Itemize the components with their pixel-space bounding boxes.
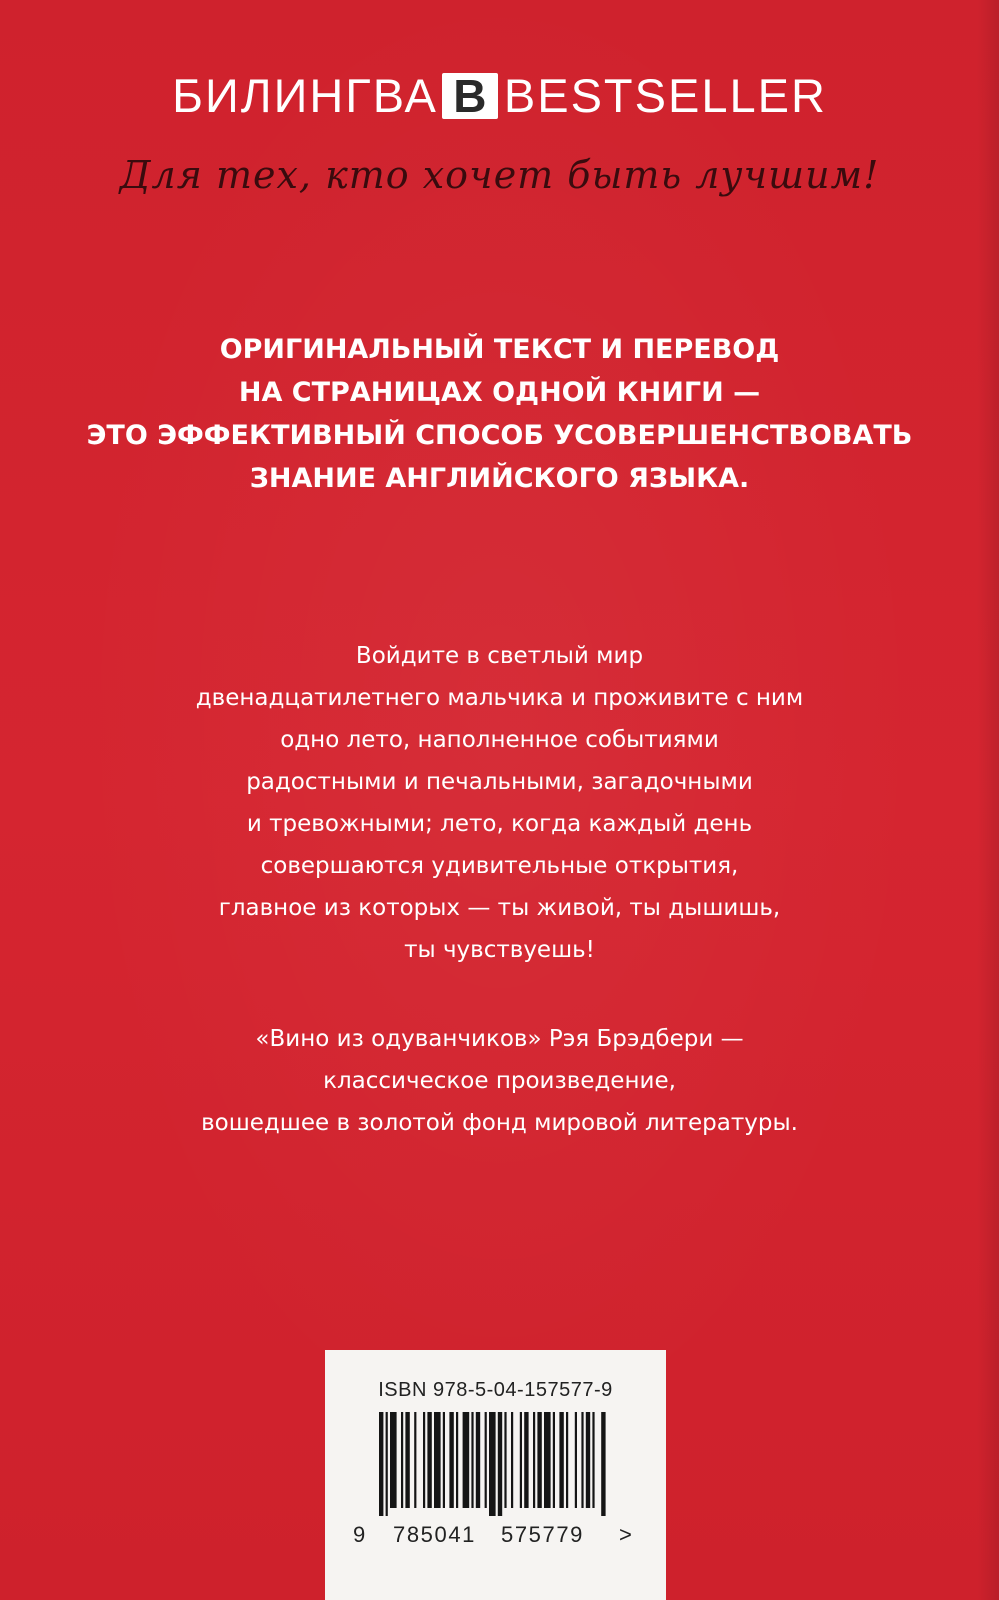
barcode-digits-left: 785041 <box>393 1522 477 1547</box>
series-tagline: Для тех, кто хочет быть лучшим! <box>119 153 880 197</box>
headline <box>40 328 959 500</box>
description-line: ты чувствуешь! <box>404 937 595 963</box>
barcode-bar <box>456 1412 458 1508</box>
barcode-bar <box>423 1412 425 1508</box>
classic-note-line: «Вино из одуванчиков» Рэя Брэдбери — <box>255 1026 744 1052</box>
barcode-digits-right: 575779 <box>501 1522 585 1547</box>
barcode-bar <box>390 1412 397 1508</box>
description-line: одно лето, наполненное событиями <box>280 727 719 753</box>
barcode-bar <box>379 1412 383 1516</box>
barcode-bar <box>401 1412 403 1508</box>
isbn-label: ISBN 978-5-04-157577-9 <box>378 1379 613 1401</box>
barcode-bar <box>533 1412 535 1508</box>
classic-note-line: классическое произведение, <box>323 1068 676 1094</box>
barcode-bar <box>544 1412 551 1508</box>
barcode-image <box>379 1412 611 1516</box>
classic-note-paragraph <box>40 1018 959 1144</box>
brand-logo-box: B <box>442 73 498 119</box>
brand-bestseller: BESTSELLER <box>503 68 827 122</box>
barcode-bar <box>520 1412 522 1508</box>
barcode-bar <box>537 1412 541 1508</box>
headline-line: ЗНАНИЕ АНГЛИЙСКОГО ЯЗЫКА. <box>249 463 750 494</box>
barcode-bar <box>443 1412 445 1508</box>
description-line: главное из которых — ты живой, ты дышишь, <box>218 895 781 921</box>
barcode-bar <box>553 1412 555 1508</box>
barcode-bar <box>476 1412 480 1508</box>
barcode-digits <box>353 1520 653 1550</box>
brand-bilingva: БИЛИНГВА <box>172 68 438 122</box>
description-line: совершаются удивительные открытия, <box>260 853 739 879</box>
barcode-bar <box>449 1412 453 1508</box>
barcode-bar <box>414 1412 416 1508</box>
barcode-bar <box>559 1412 563 1508</box>
series-brand <box>0 62 999 126</box>
description-line: двенадцатилетнего мальчика и проживите с ним <box>195 685 804 711</box>
description-line: радостными и печальными, загадочными <box>246 769 753 795</box>
barcode-bar <box>386 1412 388 1516</box>
headline-line: ЭТО ЭФФЕКТИВНЫЙ СПОСОБ УСОВЕРШЕНСТВОВАТЬ <box>86 420 913 451</box>
barcode-bar <box>601 1412 605 1516</box>
classic-note-line: вошедшее в золотой фонд мировой литературы. <box>201 1110 798 1136</box>
barcode-bar <box>471 1412 473 1508</box>
barcode-bar <box>592 1412 594 1508</box>
headline-line: ОРИГИНАЛЬНЫЙ ТЕКСТ И ПЕРЕВОД <box>219 334 780 365</box>
barcode-bar <box>489 1412 496 1516</box>
description-line: и тревожными; лето, когда каждый день <box>246 811 753 837</box>
barcode-bar <box>463 1412 470 1508</box>
barcode-bar <box>504 1412 506 1508</box>
barcode-bar <box>575 1412 577 1508</box>
barcode-bar <box>485 1412 487 1508</box>
description-line: Войдите в светлый мир <box>355 643 644 669</box>
barcode-bar <box>586 1412 590 1508</box>
barcode-bar <box>511 1412 513 1508</box>
barcode-digit-first: 9 <box>353 1522 366 1547</box>
barcode-bar <box>566 1412 568 1508</box>
barcode-bar <box>434 1412 441 1508</box>
barcode-bar <box>524 1412 528 1508</box>
barcode-bar <box>405 1412 409 1508</box>
headline-line: НА СТРАНИЦАХ ОДНОЙ КНИГИ — <box>238 377 761 408</box>
description-paragraph <box>40 635 959 971</box>
barcode-bar <box>427 1412 431 1508</box>
barcode-panel <box>325 1350 666 1600</box>
barcode-arrow: > <box>619 1522 632 1547</box>
barcode-bar <box>581 1412 583 1508</box>
barcode-bar <box>498 1412 502 1516</box>
